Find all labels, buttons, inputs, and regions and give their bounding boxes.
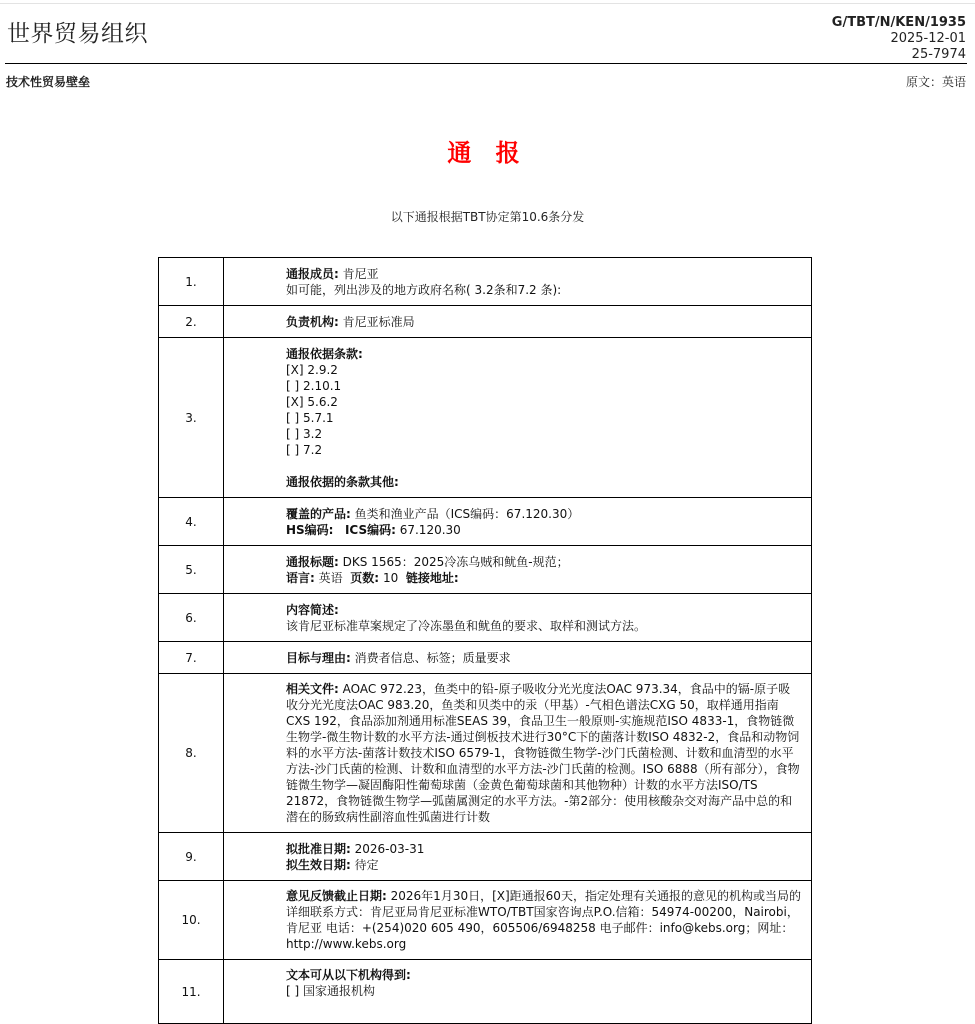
documents-label: 相关文件: xyxy=(286,682,339,696)
table-row xyxy=(159,642,812,674)
row-number: 1. xyxy=(159,258,224,306)
provision-item: [ ] 5.7.1 xyxy=(286,410,334,425)
title-label: 通报标题: xyxy=(286,554,339,569)
row-number: 5. xyxy=(159,546,224,594)
table-row xyxy=(159,546,812,594)
agency-value: 肯尼亚标准局 xyxy=(342,314,415,329)
row-content xyxy=(224,642,812,674)
table-row xyxy=(159,833,812,881)
row-number: 11. xyxy=(159,960,224,1024)
language-label: 语言: xyxy=(286,570,315,585)
row-content xyxy=(224,833,812,881)
pages-label: 页数: xyxy=(350,570,380,585)
link-label: 链接地址: xyxy=(405,570,459,585)
provisions-other-label: 通报依据的条款其他: xyxy=(286,474,399,489)
row-content xyxy=(224,594,812,642)
table-row xyxy=(159,338,812,498)
row-number: 9. xyxy=(159,833,224,881)
spacer xyxy=(286,458,801,474)
products-value: 鱼类和渔业产品（ICS编码：67.120.30） xyxy=(354,506,580,521)
table-row xyxy=(159,498,812,546)
row-content xyxy=(224,674,812,833)
approval-value: 2026-03-31 xyxy=(354,841,425,856)
provisions-label: 通报依据条款: xyxy=(286,346,363,361)
provision-item: [X] 2.9.2 xyxy=(286,362,338,377)
row-content xyxy=(224,338,812,498)
top-divider xyxy=(0,3,975,4)
availability-option: [ ] 国家通报机构 xyxy=(286,984,375,998)
row-content xyxy=(224,306,812,338)
doc-symbol: G/TBT/N/KEN/1935 xyxy=(831,15,966,30)
member-value: 肯尼亚 xyxy=(342,266,379,281)
agency-label: 负责机构: xyxy=(286,314,339,329)
intro-text: 以下通报根据TBT协定第10.6条分发 xyxy=(390,210,585,224)
title-value: DKS 1565：2025冷冻乌贼和鱿鱼-规范； xyxy=(342,554,569,569)
document-info xyxy=(832,15,966,63)
table-row xyxy=(159,306,812,338)
objective-label: 目标与理由: xyxy=(286,650,351,665)
ics-value: 67.120.30 xyxy=(399,522,461,537)
provision-item: [ ] 3.2 xyxy=(286,426,323,441)
header-rule xyxy=(5,63,967,64)
description-label: 内容简述: xyxy=(286,602,339,617)
row-number: 6. xyxy=(159,594,224,642)
notification-table xyxy=(158,257,812,1024)
row-content xyxy=(224,498,812,546)
deadline-value: 2026年1月30日，[X]距通报60天，指定处理有关通报的意见的机构或当局的详细联系方式：肯尼亚局肯尼亚标准WTO/TBT国家咨询点P.O.信箱：54974-00200，Nairobi，肯尼亚 电话：+(254)020 605 490，605506/6948258 电子邮件：info@kebs.org；网址：http://www.kebs.org xyxy=(286,889,801,951)
row-number: 4. xyxy=(159,498,224,546)
notification-title: 通 报 xyxy=(447,139,528,167)
pages-value: 10 xyxy=(382,570,399,585)
products-label: 覆盖的产品: xyxy=(286,506,351,521)
row-number: 8. xyxy=(159,674,224,833)
table-row xyxy=(159,674,812,833)
table-row xyxy=(159,881,812,960)
committee-name: 技术性贸易壁垒 xyxy=(6,75,91,89)
row-content xyxy=(224,881,812,960)
row-content xyxy=(224,258,812,306)
provision-item: [X] 5.6.2 xyxy=(286,394,338,409)
documents-value: AOAC 972.23，鱼类中的铅-原子吸收分光光度法OAC 973.34，食品中的镉-原子吸收分光光度法OAC 983.20，鱼类和贝类中的汞（甲基）-气相色谱法CXG 50，取样通用指南CXS 192，食品添加剂通用标准SEAS 39，食品卫生一般原则-实施规范ISO 4833-1，食物链微生物学-微生物计数的水平方法-通过倒板技术进行30°C下的菌落计数ISO 4832-2，食品和动物饲料的水平方法-菌落计数技术ISO 6579-1，食物链微生物学-沙门氏菌检测、计数和血清型的水平方法-沙门氏菌的检测、计数和血清型的水平方法-沙门氏菌的检测。ISO 6888（所有部分），食物链微生物学—凝固酶阳性葡萄球菌（金黄色葡萄球菌和其他物种）计数的水平方法ISO/TS 21872，食物链微生物学—弧菌属测定的水平方法。-第2部分：使用核酸杂交对海产品中总的和潜在的肠致病性副溶血性弧菌进行计数 xyxy=(286,682,800,824)
doc-date: 2025-12-01 xyxy=(890,31,966,46)
member-label: 通报成员: xyxy=(286,266,339,281)
provision-item: [ ] 7.2 xyxy=(286,442,323,457)
description-value: 该肯尼亚标准草案规定了冷冻墨鱼和鱿鱼的要求、取样和测试方法。 xyxy=(286,618,647,633)
row-content xyxy=(224,960,812,1024)
row-content xyxy=(224,546,812,594)
effective-value: 待定 xyxy=(354,857,379,872)
table-row xyxy=(159,594,812,642)
language-value: 英语 xyxy=(318,570,343,585)
hs-label: HS编码: xyxy=(286,522,334,537)
doc-number: 25-7974 xyxy=(911,47,966,62)
row-number: 7. xyxy=(159,642,224,674)
row-number: 3. xyxy=(159,338,224,498)
ics-label: ICS编码: xyxy=(344,522,396,537)
approval-label: 拟批准日期: xyxy=(286,841,351,856)
table-row xyxy=(159,258,812,306)
table-row xyxy=(159,960,812,1024)
row-number: 10. xyxy=(159,881,224,960)
local-gov-line: 如可能，列出涉及的地方政府名称( 3.2条和7.2 条): xyxy=(286,282,562,297)
row-number: 2. xyxy=(159,306,224,338)
original-language: 原文：英语 xyxy=(905,75,966,89)
effective-label: 拟生效日期: xyxy=(286,857,351,872)
org-title: 世界贸易组织 xyxy=(7,21,148,47)
deadline-label: 意见反馈截止日期: xyxy=(286,889,387,903)
provision-item: [ ] 2.10.1 xyxy=(286,378,342,393)
objective-value: 消费者信息、标签；质量要求 xyxy=(354,650,511,665)
availability-label: 文本可从以下机构得到: xyxy=(286,968,411,982)
